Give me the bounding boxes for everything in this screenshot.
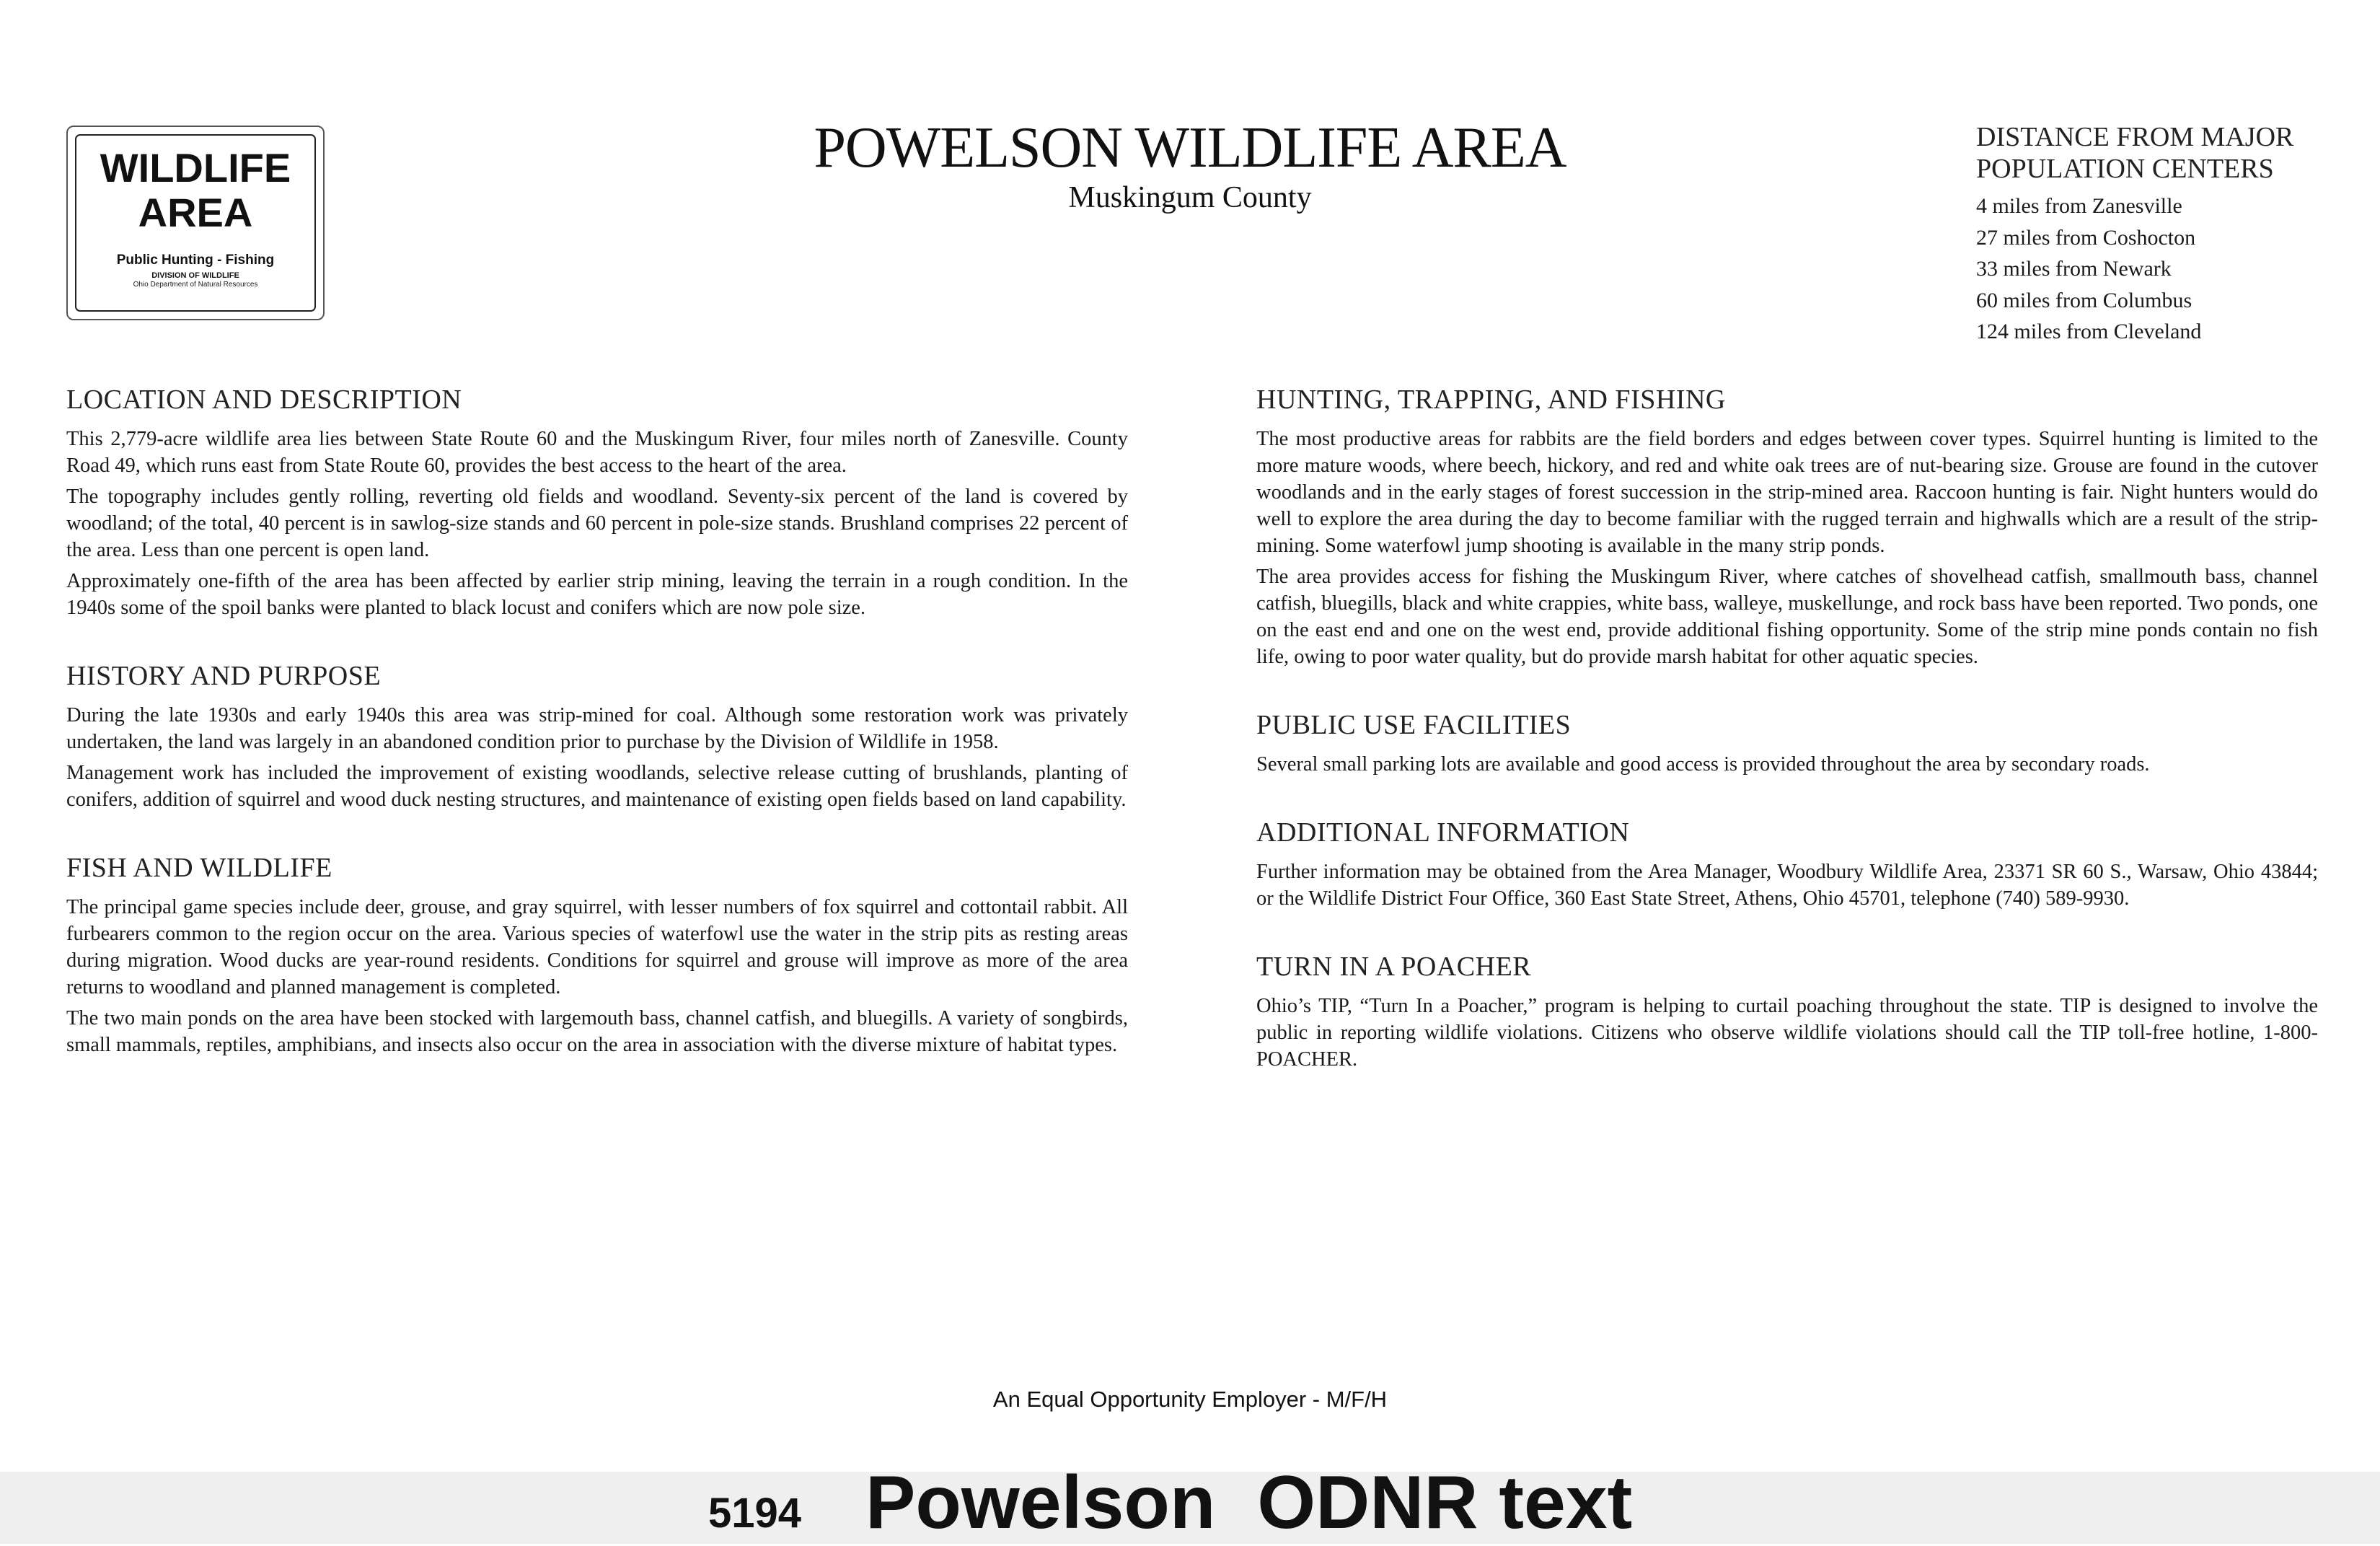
- paragraph: The most productive areas for rabbits are the field borders and edges between cover types. Squirrel hunting is limited to the more mature woods, where beech, hickory, and red and white oak trees are of nut-bearing size. Grouse are found in the cutover woodlands and in the early stages of forest succession in the strip-mined area. Raccoon hunting is fair. Night hunters would do well to explore the area during the day to become familiar with the rugged terrain and highwalls which are a result of the strip-mining. Some waterfowl jump shooting is available in the many strip ponds.: [1256, 428, 2318, 557]
- section-turn-in-poacher: [1256, 949, 2318, 1073]
- distance-panel: [1976, 121, 2351, 348]
- sign-title-line1: WILDLIFE: [100, 145, 291, 190]
- paragraph: The two main ponds on the area have been stocked with largemouth bass, channel catfish, and bluegills. A variety of songbirds, small mammals, reptiles, amphibians, and insects also occur on the area in association with the diverse mixture of habitat types.: [66, 1007, 1128, 1056]
- paragraph: Ohio’s TIP, “Turn In a Poacher,” program is helping to curtail poaching throughout the state. TIP is designed to involve the public in reporting wildlife violations. Citizens who observe wildlife violations should call the TIP toll-free hotline, 1-800-POACHER.: [1256, 995, 2318, 1071]
- paragraph: Management work has included the improvement of existing woodlands, selective release cutting of brushlands, planting of conifers, addition of squirrel and wood duck nesting structures, and maintenance of existing open fields based on land capability.: [66, 762, 1128, 811]
- distance-heading: [1976, 121, 2351, 185]
- right-column: [1256, 382, 2318, 1110]
- distance-heading-line2: POPULATION CENTERS: [1976, 154, 2274, 184]
- page-title: POWELSON WILDLIFE AREA: [814, 116, 1566, 180]
- distance-item: 124 miles from Cleveland: [1976, 320, 2202, 343]
- distance-item: 4 miles from Zanesville: [1976, 194, 2182, 218]
- section-facilities: [1256, 708, 2318, 778]
- paragraph: This 2,779-acre wildlife area lies between State Route 60 and the Muskingum River, four miles north of Zanesville. County Road 49, which runs east from State Route 60, provides the best access to the heart of the area.: [66, 428, 1128, 477]
- distance-heading-line1: DISTANCE FROM MAJOR: [1976, 122, 2294, 152]
- paragraph: Several small parking lots are available and good access is provided throughout the area by secondary roads.: [1256, 753, 2150, 776]
- sign-subtitle: Public Hunting - Fishing: [116, 252, 275, 268]
- paragraph: During the late 1930s and early 1940s this area was strip-mined for coal. Although some restoration work was privately undertaken, the land was largely in an abandoned condition prior to purchase by the Division of Wildlife in 1958.: [66, 704, 1128, 753]
- section-heading: HUNTING, TRAPPING, AND FISHING: [1256, 385, 1726, 415]
- paragraph: Approximately one-fifth of the area has been affected by earlier strip mining, leaving the terrain in a rough condition. In the 1940s some of the spoil banks were planted to black locust and conifers which are now pole size.: [66, 570, 1128, 619]
- job-name: Powelson ODNR text: [865, 1461, 1633, 1545]
- section-heading: HISTORY AND PURPOSE: [66, 661, 382, 691]
- distance-item: 33 miles from Newark: [1976, 257, 2172, 281]
- sign-division: DIVISION OF WILDLIFE: [151, 271, 239, 280]
- section-heading: LOCATION AND DESCRIPTION: [66, 385, 462, 415]
- paragraph: The area provides access for fishing the Muskingum River, where catches of shovelhead catfish, smallmouth bass, channel catfish, bluegills, black and white crappies, white bass, walleye, muskellunge, and rock bass have been reported. Two ponds, one on the east end and one on the west end, provide additional fishing opportunity. Some of the strip mine ponds contain no fish life, owing to poor water quality, but do provide marsh habitat for other aquatic species.: [1256, 566, 2318, 668]
- sign-department: Ohio Department of Natural Resources: [133, 281, 258, 289]
- job-number: 5194: [708, 1490, 802, 1537]
- paragraph: The topography includes gently rolling, reverting old fields and woodland. Seventy-six percent of the land is covered by woodland; of the total, 40 percent is in sawlog-size stands and 60 percent in pole-size stands. Brushland comprises 22 percent of the area. Less than one percent is open land.: [66, 486, 1128, 561]
- section-additional-info: [1256, 815, 2318, 912]
- section-hunting: [1256, 382, 2318, 670]
- section-heading: ADDITIONAL INFORMATION: [1256, 817, 1630, 848]
- section-heading: TURN IN A POACHER: [1256, 952, 1532, 982]
- equal-opportunity-statement: An Equal Opportunity Employer - M/F/H: [992, 1387, 1388, 1412]
- distance-item: 60 miles from Columbus: [1976, 288, 2192, 312]
- section-heading: PUBLIC USE FACILITIES: [1256, 710, 1572, 740]
- distance-list: [1976, 190, 2351, 348]
- county-subtitle: Muskingum County: [1068, 181, 1312, 214]
- left-column: [66, 382, 1128, 1096]
- section-heading: FISH AND WILDLIFE: [66, 853, 332, 883]
- sign-title-line2: AREA: [138, 190, 253, 235]
- section-location: [66, 382, 1128, 621]
- distance-item: 27 miles from Coshocton: [1976, 225, 2196, 250]
- paragraph: Further information may be obtained from the Area Manager, Woodbury Wildlife Area, 23371 SR 60 S., Warsaw, Ohio 43844; or the Wildlife District Four Office, 360 East State Street, Athens, Ohio 45701, telephone (740) 589-9930.: [1256, 861, 2318, 910]
- section-fish-wildlife: [66, 851, 1128, 1058]
- paragraph: The principal game species include deer, grouse, and gray squirrel, with lesser numbers of fox squirrel and cottontail rabbit. All furbearers common to the region occur on the area. Various species of waterfowl use the water in the strip pits as resting areas during migration. Wood ducks are year-round residents. Conditions for squirrel and grouse will improve as more of the area returns to woodland and planned management is completed.: [66, 896, 1128, 998]
- section-history: [66, 659, 1128, 813]
